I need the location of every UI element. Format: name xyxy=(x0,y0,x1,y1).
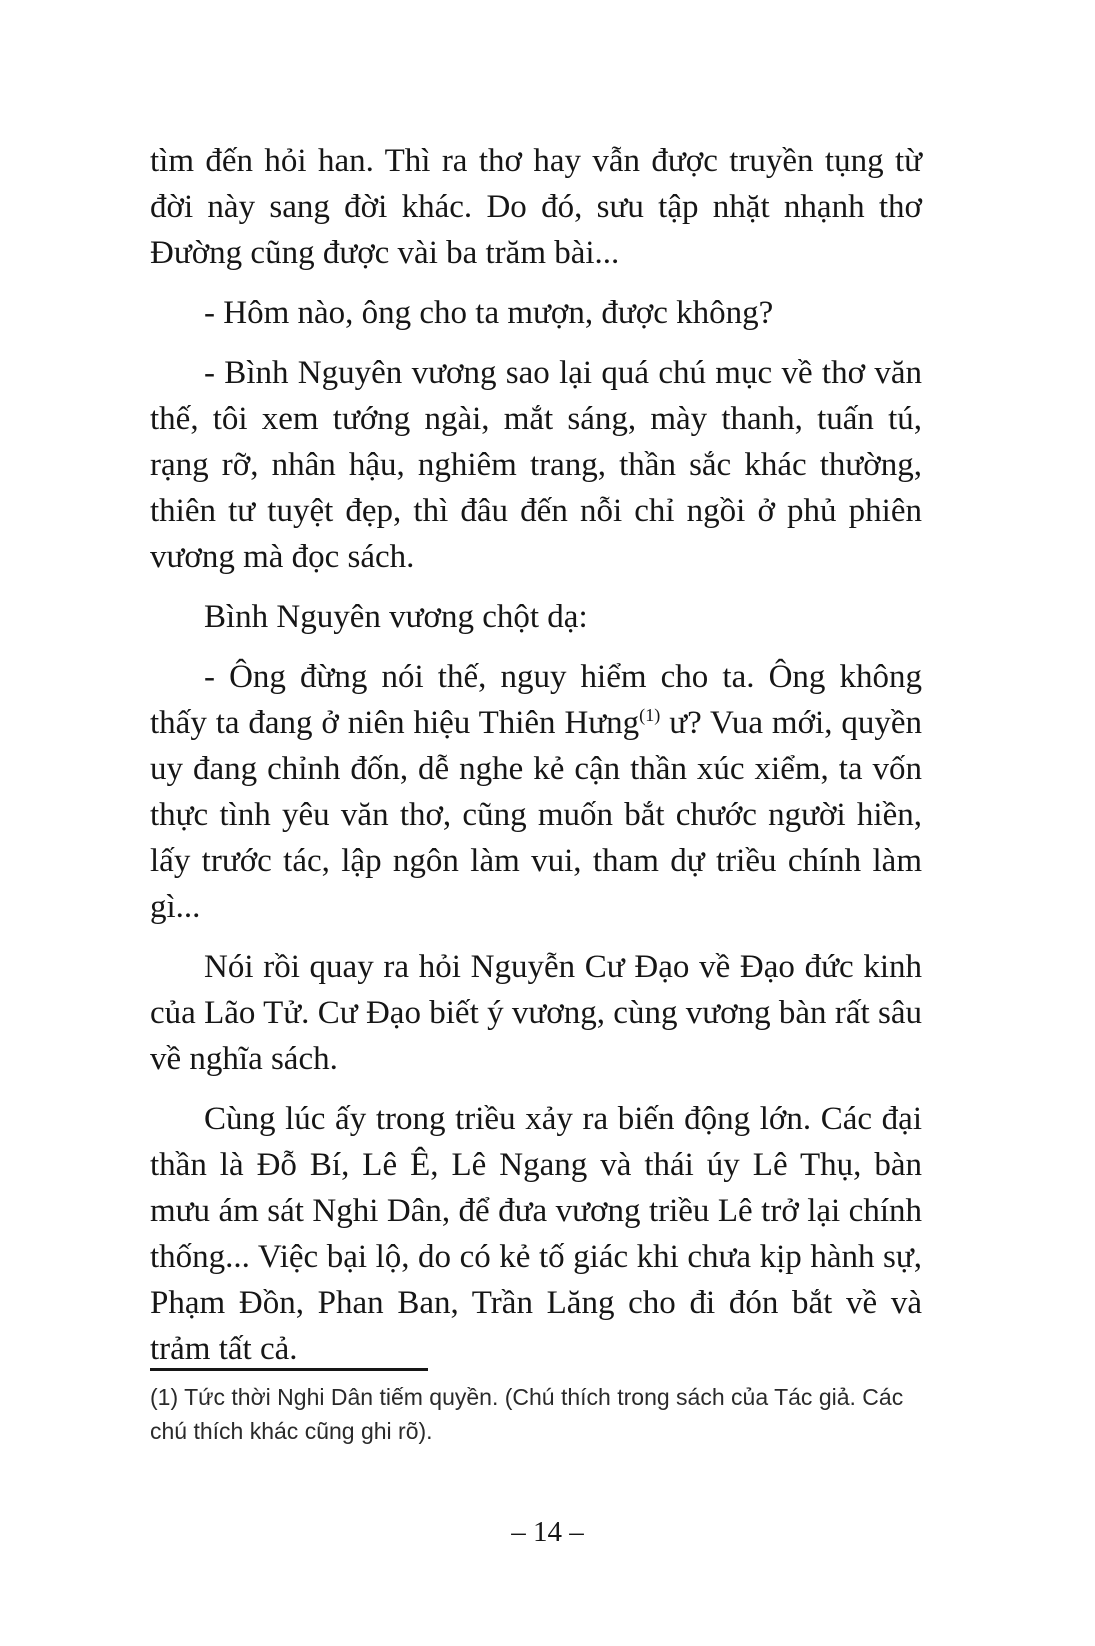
page-body xyxy=(150,138,922,1386)
paragraph-text: ư? Vua mới, quyền uy đang chỉnh đốn, dễ nghe kẻ cận thần xúc xiểm, ta vốn thực tình yêu văn thơ, cũng muốn bắt chước người hiền, lấy trước tác, lập ngôn làm vui, tham dự triều chính làm gì... xyxy=(150,705,922,925)
paragraph: tìm đến hỏi han. Thì ra thơ hay vẫn được truyền tụng từ đời này sang đời khác. Do đó, sưu tập nhặt nhạnh thơ Đường cũng được vài ba trăm bài... xyxy=(150,143,922,271)
paragraph: Cùng lúc ấy trong triều xảy ra biến động lớn. Các đại thần là Đỗ Bí, Lê Ê, Lê Ngang và thái úy Lê Thụ, bàn mưu ám sát Nghi Dân, để đưa vương triều Lê trở lại chính thống... Việc bại lộ, do có kẻ tố giác khi chưa kịp hành sự, Phạm Đồn, Phan Ban, Trần Lăng cho đi đón bắt về và trảm tất cả. xyxy=(150,1101,922,1367)
paragraph: Bình Nguyên vương chột dạ: xyxy=(204,599,588,635)
footnote-marker: (1) xyxy=(639,705,661,725)
paragraph: - Bình Nguyên vương sao lại quá chú mục về thơ văn thế, tôi xem tướng ngài, mắt sáng, mày thanh, tuấn tú, rạng rỡ, nhân hậu, nghiêm trang, thần sắc khác thường, thiên tư tuyệt đẹp, thì đâu đến nỗi chỉ ngồi ở phủ phiên vương mà đọc sách. xyxy=(150,355,922,575)
paragraph-text: - Ông đừng nói thế, nguy hiểm cho ta. Ông không thấy ta đang ở niên hiệu Thiên Hưng xyxy=(150,659,922,741)
paragraph: - Hôm nào, ông cho ta mượn, được không? xyxy=(204,295,774,331)
paragraph: Nói rồi quay ra hỏi Nguyễn Cư Đạo về Đạo đức kinh của Lão Tử. Cư Đạo biết ý vương, cùng vương bàn rất sâu về nghĩa sách. xyxy=(150,949,922,1077)
footnote-text: (1) Tức thời Nghi Dân tiếm quyền. (Chú thích trong sách của Tác giả. Các chú thích khác cũng ghi rõ). xyxy=(150,1384,904,1444)
page-number: – 14 – xyxy=(511,1516,584,1548)
footnote-divider xyxy=(150,1368,428,1371)
paragraph xyxy=(150,654,922,930)
footnote-section xyxy=(150,1368,922,1448)
